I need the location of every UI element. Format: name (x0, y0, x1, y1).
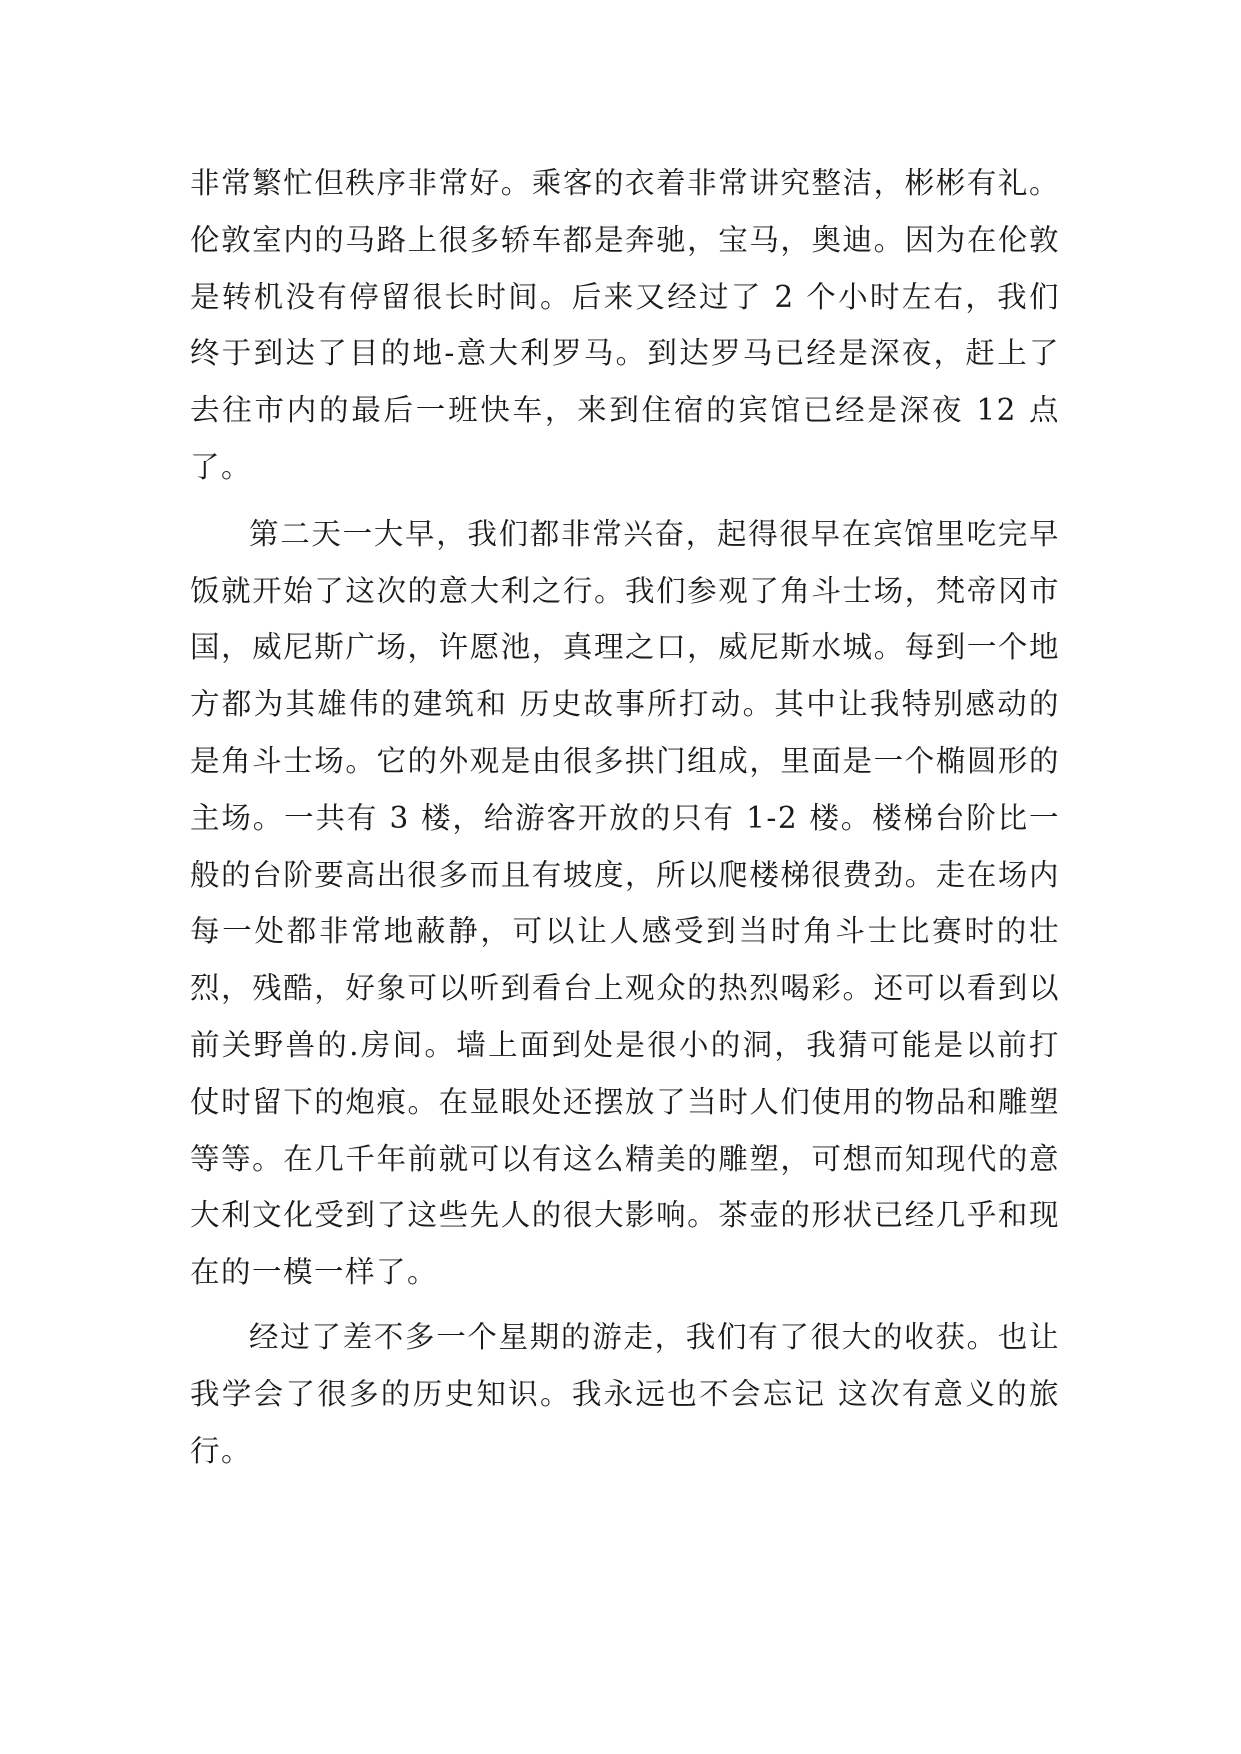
paragraph-2: 第二天一大早，我们都非常兴奋，起得很早在宾馆里吃完早饭就开始了这次的意大利之行。我们参观了角斗士场，梵帝冈市国，威尼斯广场，许愿池，真理之口，威尼斯水城。每到一个地方都为其雄伟的建筑和 历史故事所打动。其中让我特别感动的是角斗士场。它的外观是由很多拱门组成，里面是一个椭圆形的主场。一共有 3 楼，给游客开放的只有 1-2 楼。楼梯台阶比一般的台阶要高出很多而且有坡度，所以爬楼梯很费劲。走在场内每一处都非常地蔽静，可以让人感受到当时角斗士比赛时的壮烈，残酷，好象可以听到看台上观众的热烈喝彩。还可以看到以前关野兽的.房间。墙上面到处是很小的洞，我猜可能是以前打仗时留下的炮痕。在显眼处还摆放了当时人们使用的物品和雕塑等等。在几千年前就可以有这么精美的雕塑，可想而知现代的意大利文化受到了这些先人的很大影响。茶壶的形状已经几乎和现在的一模一样了。 (190, 516, 1060, 1290)
paragraph-1: 非常繁忙但秩序非常好。乘客的衣着非常讲究整洁，彬彬有礼。伦敦室内的马路上很多轿车都是奔驰，宝马，奥迪。因为在伦敦是转机没有停留很长时间。后来又经过了 2 个小时左右，我们终于到达了目的地-意大利罗马。到达罗马已经是深夜，赶上了去往市内的最后一班快车，来到住宿的宾馆已经是深夜 12 点了。 (190, 166, 1060, 484)
document-body (190, 155, 1060, 1479)
paragraph-3: 经过了差不多一个星期的游走，我们有了很大的收获。也让我学会了很多的历史知识。我永远也不会忘记 这次有意义的旅行。 (190, 1319, 1060, 1468)
